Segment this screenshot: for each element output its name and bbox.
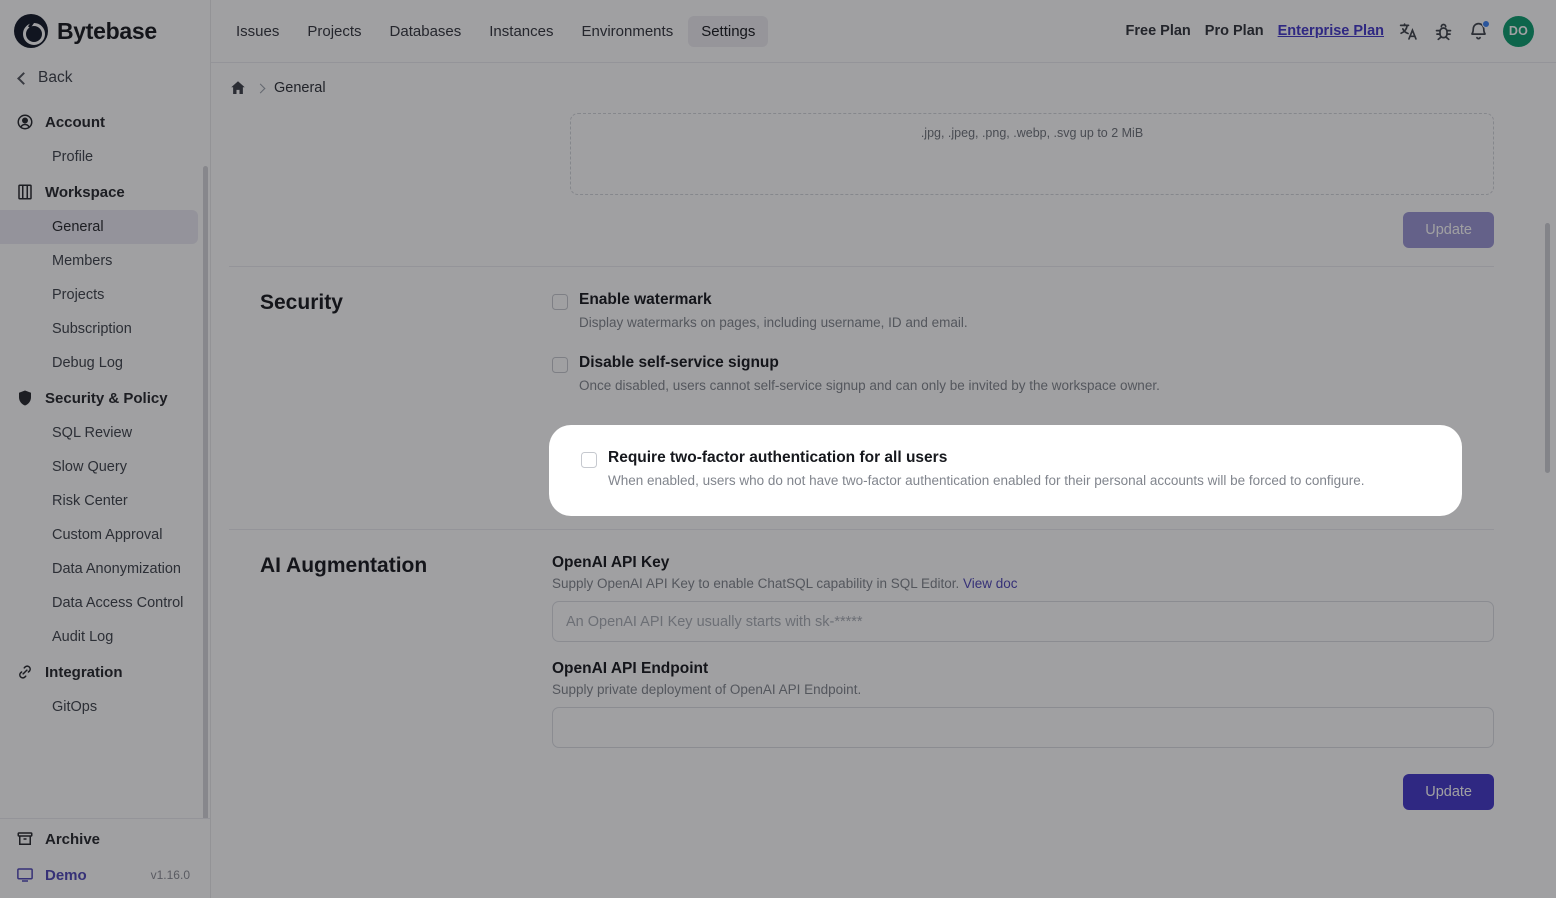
tab-projects[interactable]: Projects bbox=[307, 22, 362, 40]
monitor-icon bbox=[16, 866, 34, 884]
view-doc-link[interactable]: View doc bbox=[963, 576, 1018, 592]
topbar bbox=[211, 0, 1556, 62]
sidebar bbox=[0, 0, 211, 898]
sidebar-item-custom-approval[interactable]: Custom Approval bbox=[52, 527, 163, 543]
disable-signup-checkbox[interactable] bbox=[552, 357, 568, 373]
enable-watermark-desc: Display watermarks on pages, including username, ID and email. bbox=[579, 315, 968, 330]
bell-icon[interactable] bbox=[1468, 21, 1489, 42]
sidebar-item-general[interactable]: General bbox=[0, 210, 198, 244]
home-icon[interactable] bbox=[229, 79, 247, 97]
sidebar-group-workspace[interactable] bbox=[0, 174, 210, 210]
openai-api-key-desc bbox=[552, 576, 1494, 591]
openai-api-key-input[interactable] bbox=[552, 601, 1494, 642]
sidebar-item-projects[interactable]: Projects bbox=[52, 287, 105, 303]
brand-name: Bytebase bbox=[57, 17, 157, 44]
sidebar-item-subscription[interactable]: Subscription bbox=[52, 321, 132, 337]
archive-icon bbox=[16, 830, 34, 848]
openai-api-key-field bbox=[552, 554, 1494, 642]
shield-icon bbox=[16, 389, 34, 407]
building-icon bbox=[16, 183, 34, 201]
security-section-title: Security bbox=[260, 291, 343, 314]
ai-section-body bbox=[552, 554, 1494, 810]
sidebar-footer bbox=[0, 818, 210, 898]
sidebar-item-data-access-control[interactable]: Data Access Control bbox=[52, 595, 184, 611]
user-circle-icon bbox=[16, 113, 34, 131]
sidebar-group-label: Integration bbox=[45, 663, 123, 681]
back-button[interactable] bbox=[0, 62, 210, 94]
avatar[interactable]: DO bbox=[1503, 16, 1534, 47]
spotlight-require-2fa bbox=[549, 425, 1462, 516]
tab-environments[interactable]: Environments bbox=[581, 22, 674, 40]
sidebar-item-profile[interactable]: Profile bbox=[52, 149, 94, 165]
tab-settings[interactable]: Settings bbox=[688, 16, 768, 47]
require-2fa-checkbox[interactable] bbox=[581, 452, 597, 468]
ai-update-button[interactable]: Update bbox=[1403, 774, 1494, 810]
logo-upload-dropzone[interactable] bbox=[570, 113, 1494, 195]
content-scrollbar[interactable] bbox=[1545, 223, 1550, 473]
link-icon bbox=[16, 663, 34, 681]
plan-free: Free Plan bbox=[1125, 23, 1191, 39]
upload-hint: .jpg, .jpeg, .png, .webp, .svg up to 2 MiB bbox=[920, 126, 1144, 140]
plan-enterprise-link[interactable]: Enterprise Plan bbox=[1277, 23, 1384, 39]
sidebar-group-security-policy[interactable] bbox=[0, 380, 210, 416]
sidebar-item-slow-query[interactable]: Slow Query bbox=[52, 459, 127, 475]
sidebar-group-account[interactable] bbox=[0, 104, 210, 140]
translate-icon[interactable] bbox=[1398, 21, 1419, 42]
require-2fa-desc: When enabled, users who do not have two-factor authentication enabled for their personal accounts will be forced to configure. bbox=[608, 473, 1365, 488]
openai-endpoint-input[interactable] bbox=[552, 707, 1494, 748]
notification-dot bbox=[1482, 20, 1490, 28]
disable-signup-desc: Once disabled, users cannot self-service signup and can only be invited by the workspace owner. bbox=[579, 378, 1160, 394]
openai-endpoint-field bbox=[552, 660, 1494, 748]
breadcrumb bbox=[211, 63, 1556, 97]
tab-issues[interactable]: Issues bbox=[236, 22, 280, 40]
sidebar-group-label: Account bbox=[45, 113, 105, 131]
branding-update-button[interactable]: Update bbox=[1403, 212, 1494, 248]
enable-watermark-checkbox[interactable] bbox=[552, 294, 568, 310]
sidebar-item-sql-review[interactable]: SQL Review bbox=[52, 425, 133, 441]
sidebar-item-data-anonymization[interactable]: Data Anonymization bbox=[52, 561, 181, 577]
tab-databases[interactable]: Databases bbox=[389, 22, 462, 40]
back-label: Back bbox=[38, 69, 73, 86]
ai-actions bbox=[552, 774, 1494, 810]
openai-api-key-desc-text: Supply OpenAI API Key to enable ChatSQL capability in SQL Editor. bbox=[552, 576, 960, 592]
sidebar-item-debug-log[interactable]: Debug Log bbox=[52, 355, 123, 371]
sidebar-item-archive[interactable] bbox=[0, 819, 210, 858]
openai-endpoint-label: OpenAI API Endpoint bbox=[552, 660, 709, 678]
app-version: v1.16.0 bbox=[150, 868, 190, 882]
openai-endpoint-desc: Supply private deployment of OpenAI API Endpoint. bbox=[552, 682, 862, 698]
option-disable-self-service-signup bbox=[552, 354, 1494, 395]
sidebar-item-risk-center[interactable]: Risk Center bbox=[52, 493, 128, 509]
sidebar-item-audit-log[interactable]: Audit Log bbox=[52, 629, 114, 645]
bytebase-logo-icon bbox=[14, 14, 48, 48]
sidebar-footer-label: Demo bbox=[45, 866, 87, 884]
topbar-right bbox=[1126, 16, 1534, 47]
sidebar-nav bbox=[0, 94, 210, 818]
branding-actions bbox=[229, 212, 1494, 248]
option-enable-watermark bbox=[552, 291, 1494, 332]
sidebar-item-demo[interactable] bbox=[0, 858, 210, 892]
sidebar-footer-label: Archive bbox=[45, 830, 101, 848]
sidebar-item-members[interactable]: Members bbox=[52, 253, 113, 269]
sidebar-scrollbar[interactable] bbox=[203, 166, 208, 818]
brand-logo[interactable] bbox=[0, 0, 210, 62]
chevron-left-icon bbox=[17, 72, 30, 85]
main-tabs bbox=[223, 16, 768, 47]
openai-api-key-label: OpenAI API Key bbox=[552, 554, 670, 572]
require-2fa-row bbox=[581, 449, 1444, 468]
plan-pro: Pro Plan bbox=[1204, 23, 1264, 39]
chevron-right-icon bbox=[256, 83, 266, 93]
require-2fa-label: Require two-factor authentication for all users bbox=[608, 449, 948, 466]
ai-section-title: AI Augmentation bbox=[260, 554, 428, 578]
sidebar-group-label: Workspace bbox=[45, 183, 125, 201]
sidebar-item-gitops[interactable]: GitOps bbox=[52, 699, 98, 715]
bug-icon[interactable] bbox=[1433, 21, 1454, 42]
ai-augmentation-section bbox=[229, 530, 1494, 810]
disable-signup-label: Disable self-service signup bbox=[579, 354, 779, 372]
sidebar-group-label: Security & Policy bbox=[45, 389, 168, 407]
sidebar-group-integration[interactable] bbox=[0, 654, 210, 690]
tab-instances[interactable]: Instances bbox=[489, 22, 554, 40]
enable-watermark-label: Enable watermark bbox=[579, 291, 712, 308]
breadcrumb-current: General bbox=[274, 80, 326, 96]
